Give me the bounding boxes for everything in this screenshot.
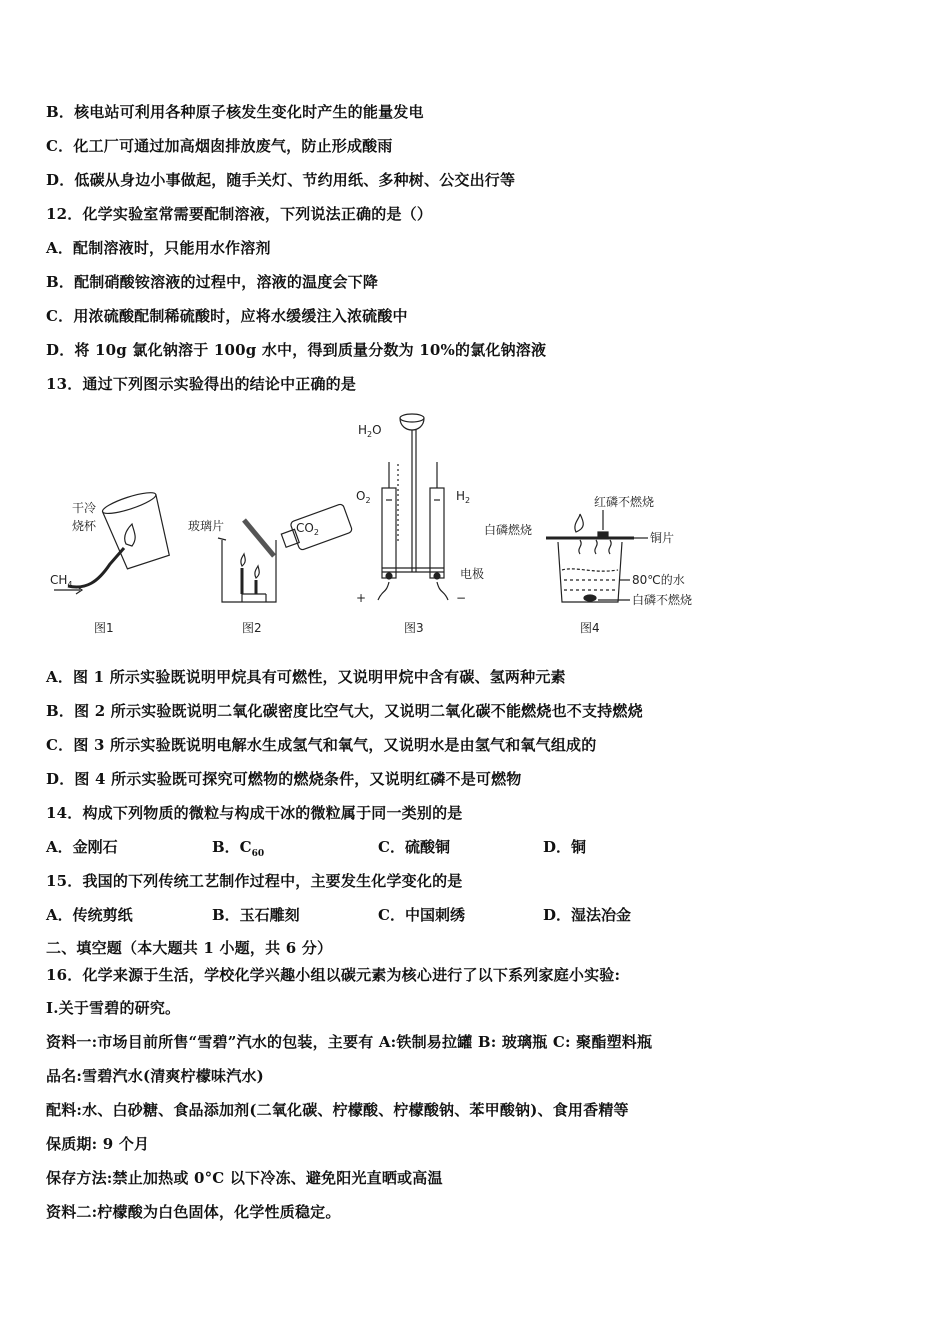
text-line: B．核电站可利用各种原子核发生变化时产生的能量发电: [46, 103, 424, 121]
material-line: 保质期: 9 个月: [46, 1135, 150, 1153]
fig3-minus-label: −: [456, 591, 467, 605]
section-heading: 二、填空题（本大题共 1 小题，共 6 分）: [46, 939, 333, 957]
fig4-copper-label: 铜片: [650, 531, 675, 545]
option-13d: D．图 4 所示实验既可探究可燃物的燃烧条件，又说明红磷不是可燃物: [46, 770, 522, 788]
material-line: 资料一:市场目前所售“雪碧”汽水的包装，主要有 A:铁制易拉罐 B: 玻璃瓶 C: 聚酯塑料瓶: [46, 1033, 653, 1051]
fig3-o2-label: $O_2$: [356, 489, 371, 505]
option-14c: C．硫酸铜: [378, 838, 450, 856]
option-14d: D．铜: [543, 838, 587, 856]
question-15: 15．我国的下列传统工艺制作过程中，主要发生化学变化的是: [46, 872, 463, 890]
fig2-caption: 图2: [242, 621, 262, 635]
text-line: D．低碳从身边小事做起，随手关灯、节约用纸、多种树、公交出行等: [46, 171, 516, 189]
fig3-h2-label: $H_2$: [456, 489, 471, 505]
option-13a: A．图 1 所示实验既说明甲烷具有可燃性，又说明甲烷中含有碳、氢两种元素: [46, 668, 566, 686]
option-12d: D．将 10g 氯化钠溶于 100g 水中，得到质量分数为 10%的氯化钠溶液: [46, 341, 547, 359]
fig3-plus-label: +: [356, 591, 367, 605]
fig4-caption: 图4: [580, 621, 600, 635]
question-16: 16．化学来源于生活，学校化学兴趣小组以碳元素为核心进行了以下系列家庭小实验:: [46, 966, 621, 984]
fig4-white-p-burn-label: 白磷燃烧: [484, 523, 533, 537]
fig2-co2-label: $CO_2$: [296, 521, 319, 537]
figure-2: [218, 503, 353, 602]
fig4-water-label: 80℃的水: [632, 573, 685, 587]
material-line: 品名:雪碧汽水(清爽柠檬味汽水): [46, 1067, 264, 1085]
option-15b: B．玉石雕刻: [212, 906, 300, 924]
experiment-figure: [46, 404, 726, 644]
option-14b-text: B．C: [212, 838, 252, 856]
fig1-dry-label: 干冷: [72, 501, 97, 515]
fig4-red-p-label: 红磷不燃烧: [594, 495, 655, 509]
fig2-glass-label: 玻璃片: [188, 519, 225, 533]
material-line: 保存方法:禁止加热或 0°C 以下冷冻、避免阳光直晒或高温: [46, 1169, 443, 1187]
fig3-caption: 图3: [404, 621, 424, 635]
question-14: 14．构成下列物质的微粒与构成干冰的微粒属于同一类别的是: [46, 804, 463, 822]
option-15a: A．传统剪纸: [46, 906, 133, 924]
option-15c: C．中国刺绣: [378, 906, 465, 924]
option-12c: C．用浓硫酸配制稀硫酸时，应将水缓缓注入浓硫酸中: [46, 307, 408, 325]
material-line: 资料二:柠檬酸为白色固体，化学性质稳定。: [46, 1203, 341, 1221]
question-12: 12．化学实验室常需要配制溶液，下列说法正确的是（）: [46, 205, 433, 223]
fig4-white-p-no-burn-label: 白磷不燃烧: [632, 593, 693, 607]
text-line: C．化工厂可通过加高烟囱排放废气，防止形成酸雨: [46, 137, 393, 155]
fig1-caption: 图1: [94, 621, 114, 635]
option-12a: A．配制溶液时，只能用水作溶剂: [46, 239, 271, 257]
fig1-beaker-label: 烧杯: [72, 519, 97, 533]
figure-4: [546, 510, 648, 602]
option-13c: C．图 3 所示实验既说明电解水生成氢气和氧气，又说明水是由氢气和氧气组成的: [46, 736, 597, 754]
option-14a: A．金刚石: [46, 838, 118, 856]
material-line: 配料:水、白砂糖、食品添加剂(二氧化碳、柠檬酸、柠檬酸钠、苯甲酸钠)、食用香精等: [46, 1101, 629, 1119]
fig3-electrode-label: 电极: [460, 567, 485, 581]
question-13: 13．通过下列图示实验得出的结论中正确的是: [46, 375, 357, 393]
option-15d: D．湿法冶金: [543, 906, 632, 924]
question-16-part-1: I.关于雪碧的研究。: [46, 999, 181, 1017]
option-13b: B．图 2 所示实验既说明二氧化碳密度比空气大，又说明二氧化碳不能燃烧也不支持燃烧: [46, 702, 643, 720]
fig3-h2o-label: $H_2O$: [358, 423, 382, 439]
option-14b-subscript: 60: [251, 849, 265, 859]
option-14b: [212, 837, 264, 864]
figure-3: [378, 414, 448, 600]
option-12b: B．配制硝酸铵溶液的过程中，溶液的温度会下降: [46, 273, 379, 291]
fig1-ch4-label: $CH_4$: [50, 573, 73, 589]
